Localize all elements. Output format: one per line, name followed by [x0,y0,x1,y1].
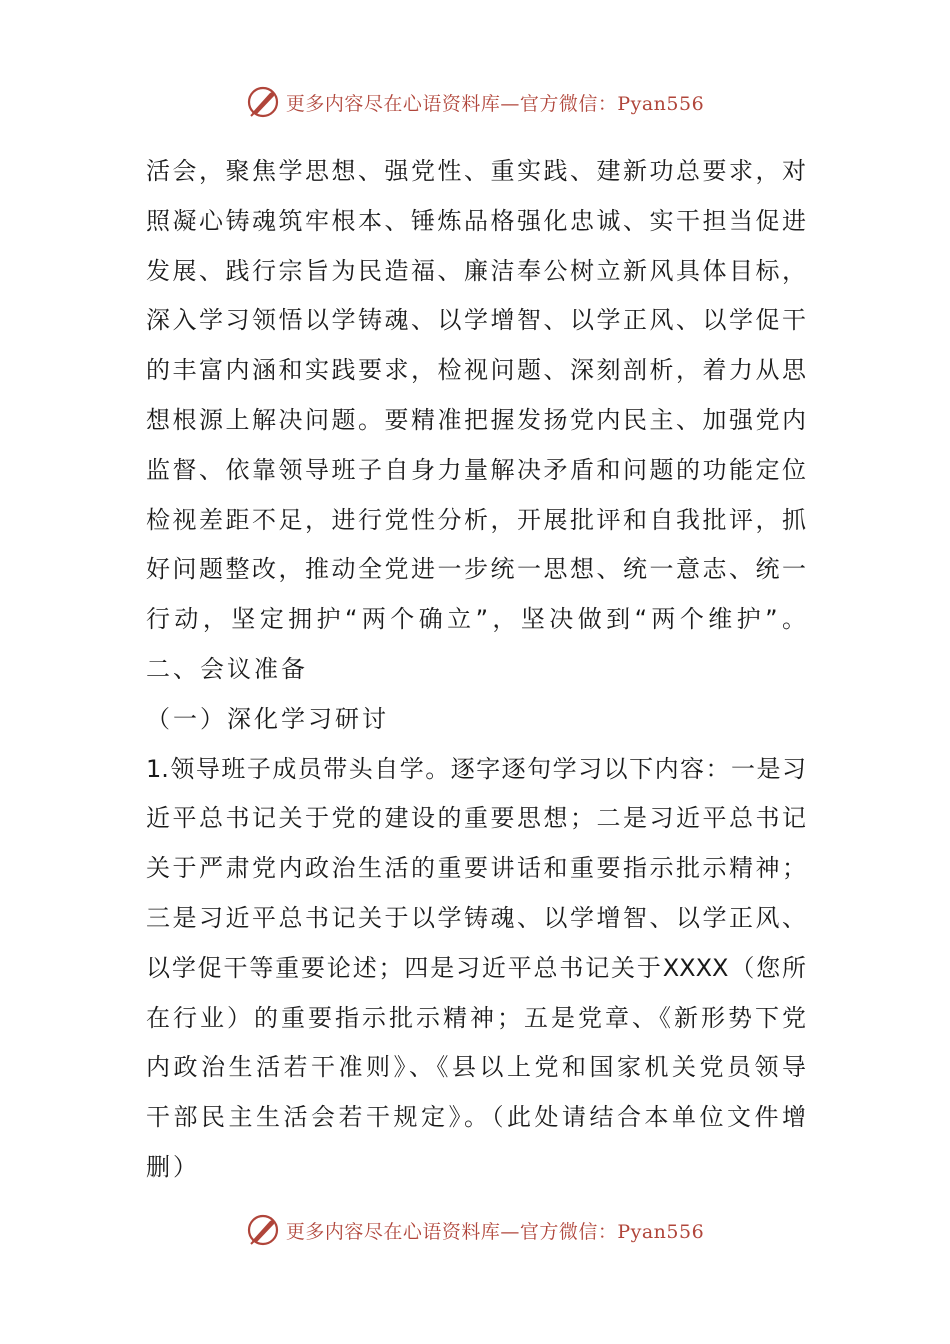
body-line: 的丰富内涵和实践要求，检视问题、深刻剖析，着力从思 [146,356,806,385]
body-line: 好问题整改，推动全党进一步统一思想、统一意志、统一 [146,555,806,584]
body-line: 在行业）的重要指示批示精神；五是党章、《新形势下党 [146,1003,806,1032]
body-line: 内政治生活若干准则》、《县以上党和国家机关党员领导 [146,1053,806,1082]
watermark-text: 更多内容尽在心语资料库—官方微信：Pyan556 [285,92,705,115]
body-line: 三是习近平总书记关于以学铸魂、以学增智、以学正风、 [146,903,806,932]
body-line: 以学促干等重要论述；四是习近平总书记关于XXXX（您所 [146,953,806,982]
body-line: 干部民主生活会若干规定》。（此处请结合本单位文件增 [146,1103,806,1132]
body-line: 活会，聚焦学思想、强党性、重实践、建新功总要求，对 [146,157,806,185]
watermark-text: 更多内容尽在心语资料库—官方微信：Pyan556 [285,1220,705,1243]
body-line: 行动，坚定拥护“两个确立”，坚决做到“两个维护”。 [146,605,806,634]
body-line: 照凝心铸魂筑牢根本、锤炼品格强化忠诚、实干担当促进 [146,206,806,235]
body-line: 1.领导班子成员带头自学。逐字逐句学习以下内容：一是习 [146,754,806,783]
body-line: 近平总书记关于党的建设的重要思想；二是习近平总书记 [146,804,806,833]
body-line: 监督、依靠领导班子自身力量解决矛盾和问题的功能定位 [146,455,806,484]
body-line: 关于严肃党内政治生活的重要讲话和重要指示批示精神； [146,854,806,883]
body-line: 发展、践行宗旨为民造福、廉洁奉公树立新风具体目标， [146,256,806,285]
subsection-heading: （一）深化学习研讨 [146,704,389,733]
quill-logo-icon [246,1213,280,1247]
quill-logo-icon [246,85,280,119]
section-heading: 二、会议准备 [146,654,308,683]
body-line: 深入学习领悟以学铸魂、以学增智、以学正风、以学促干 [146,306,806,335]
body-line: 删） [146,1152,200,1181]
header-watermark [0,82,950,122]
document-body [146,147,806,1193]
body-line: 检视差距不足，进行党性分析，开展批评和自我批评，抓 [146,505,806,534]
body-line: 想根源上解决问题。要精准把握发扬党内民主、加强党内 [146,405,806,434]
footer-watermark [0,1210,950,1250]
